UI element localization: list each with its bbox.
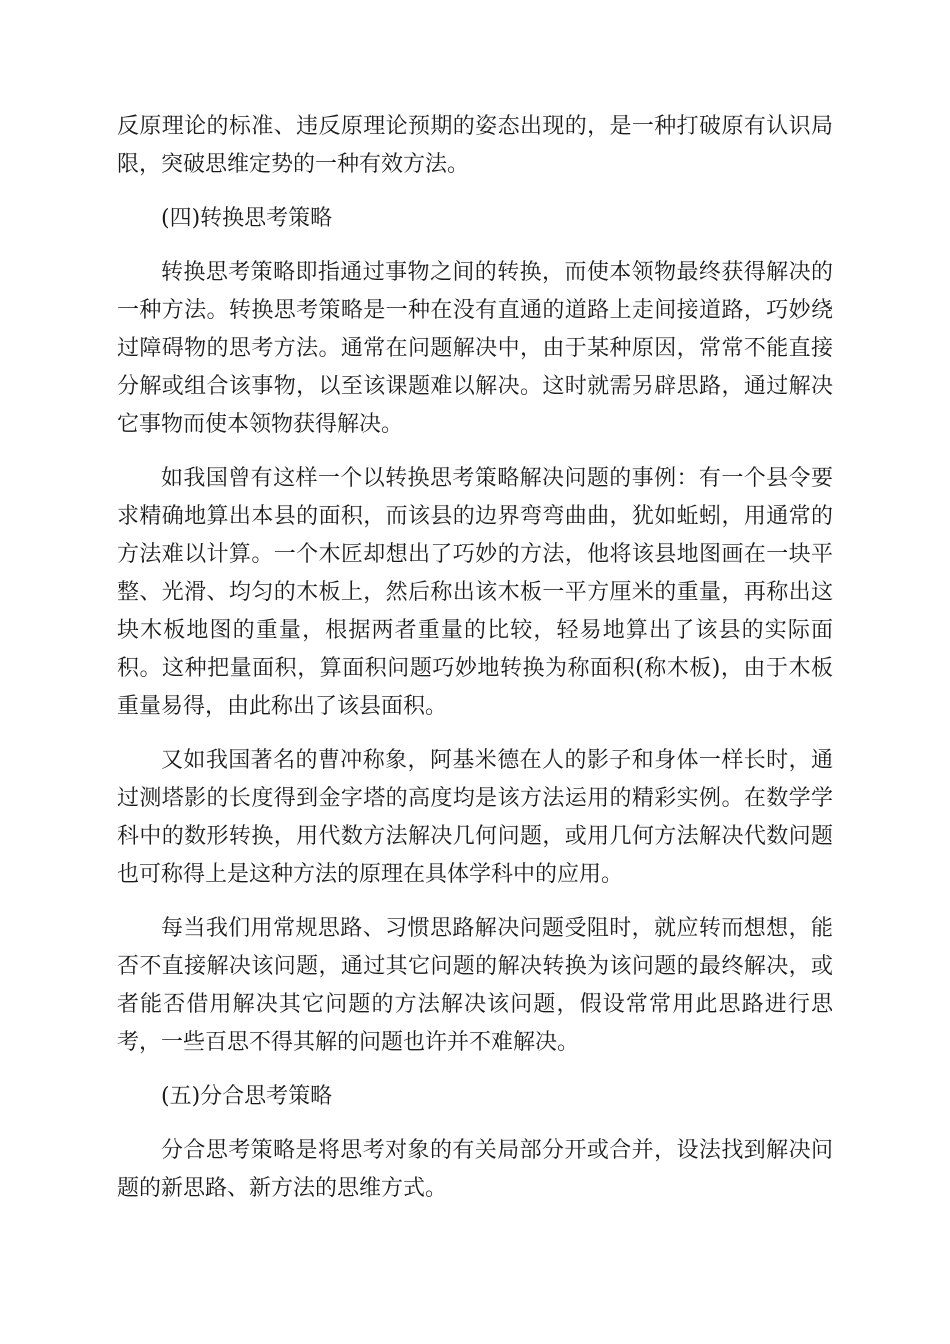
section-heading-split-merge: (五)分合思考策略: [161, 1084, 333, 1109]
paragraph-split-merge-definition: 分合思考策略是将思考对象的有关局部分开或合并，设法找到解决问题的新思路、新方法的思维方式。: [117, 1138, 833, 1201]
section-heading-conversion: (四)转换思考策略: [161, 206, 333, 231]
paragraph-county-area-example: 如我国曾有这样一个以转换思考策略解决问题的事例：有一个县令要求精确地算出本县的面积，而该县的边界弯弯曲曲，犹如蚯蚓，用通常的方法难以计算。一个木匠却想出了巧妙的方法，他将该县地图画在一块平整、光滑、均匀的木板上，然后称出该木板一平方厘米的重量，再称出这块木板地图的重量，根据两者重量的比较，轻易地算出了该县的实际面积。这种把量面积，算面积问题巧妙地转换为称面积(称木板)，由于木板重量易得，由此称出了该县面积。: [117, 466, 833, 719]
paragraph-famous-examples: 又如我国著名的曹冲称象，阿基米德在人的影子和身体一样长时，通过测塔影的长度得到金字塔的高度均是该方法运用的精彩实例。在数学学科中的数形转换，用代数方法解决几何问题，或用几何方法解决代数问题也可称得上是这种方法的原理在具体学科中的应用。: [117, 748, 833, 887]
paragraph-advice: 每当我们用常规思路、习惯思路解决问题受阻时，就应转而想想，能否不直接解决该问题，通过其它问题的解决转换为该问题的最终解决，或者能否借用解决其它问题的方法解决该问题，假设常常用此思路进行思考，一些百思不得其解的问题也许并不难解决。: [117, 916, 833, 1055]
paragraph-continuation: 反原理论的标准、违反原理论预期的姿态出现的，是一种打破原有认识局限，突破思维定势的一种有效方法。: [117, 114, 833, 177]
document-body: [117, 108, 833, 1224]
paragraph-conversion-definition: 转换思考策略即指通过事物之间的转换，而使本领物最终获得解决的一种方法。转换思考策略是一种在没有直通的道路上走间接道路，巧妙绕过障碍物的思考方法。通常在问题解决中，由于某种原因，常常不能直接分解或组合该事物，以至该课题难以解决。这时就需另辟思路，通过解决它事物而使本领物获得解决。: [117, 260, 833, 437]
